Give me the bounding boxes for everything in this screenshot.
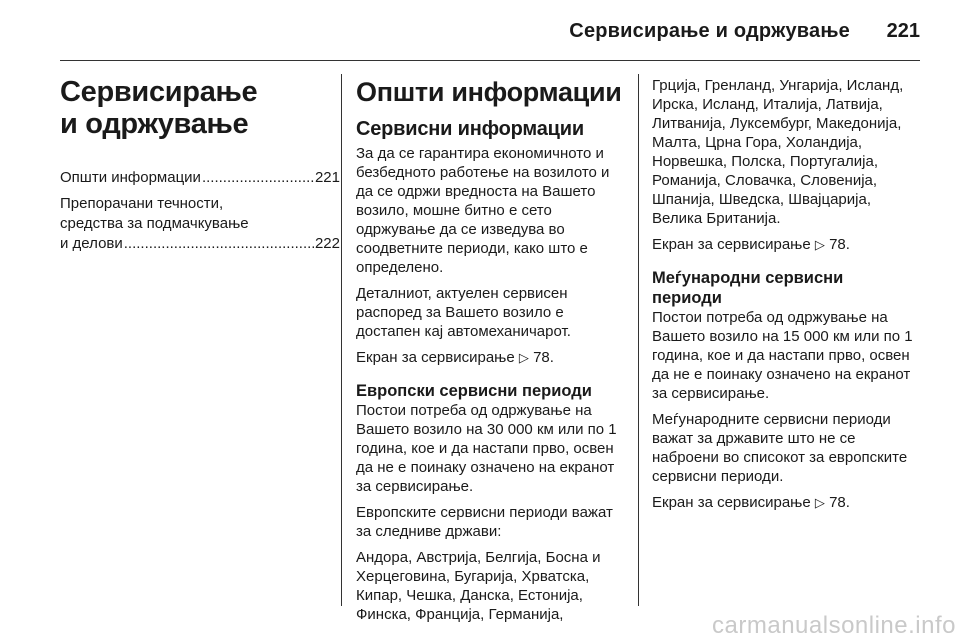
subsection-title <box>652 268 924 308</box>
toc-entry[interactable] <box>60 168 340 188</box>
reference-page: 78. <box>533 349 554 366</box>
watermark: carmanualsonline.info <box>712 612 956 639</box>
paragraph: Европските сервисни периоди важат за следниве држави: <box>356 504 613 540</box>
reference-text: Екран за сервисирање <box>356 349 515 366</box>
header-divider <box>60 60 920 61</box>
reference-text: Екран за сервисирање <box>652 494 811 511</box>
subsection-title-line-2: периоди <box>652 289 722 307</box>
running-title: Сервисирање и одржување <box>569 20 850 42</box>
chapter-title-line-1: Сервисирање <box>60 76 258 108</box>
content-column-3 <box>652 62 924 519</box>
subsection-title-line-1: Меѓународни сервисни <box>652 269 844 287</box>
triangle-right-icon: ▷ <box>814 237 825 252</box>
paragraph: За да се гарантира економичното и безбедното работење на возилото и да се одржи вредноста на Вашето возило, мошне битно е сето одржување да се изведува во соодветните периоди, како што е определено. <box>356 145 610 276</box>
cross-reference[interactable] <box>652 235 924 254</box>
subsection-title: Сервисни информации <box>356 118 584 140</box>
cross-reference[interactable] <box>652 493 924 512</box>
toc-entry-page: 222 <box>314 235 340 252</box>
toc-entry-text: Препорачани течности, <box>60 195 224 212</box>
paragraph: Деталниот, актуелен сервисен распоред за Вашето возило е достапен кај автомеханичарот. <box>356 285 571 340</box>
triangle-right-icon: ▷ <box>518 350 529 365</box>
page-number: 221 <box>886 20 920 42</box>
reference-page: 78. <box>829 236 850 253</box>
toc-entry-page: 221 <box>314 169 340 186</box>
toc-entry-text: Општи информации <box>60 169 201 186</box>
paragraph: Андора, Австрија, Белгија, Босна и Херцеговина, Бугарија, Хрватска, Кипар, Чешка, Данска, Естонија, Финска, Франција, Германија, <box>356 549 601 623</box>
subsection-title: Европски сервисни периоди <box>356 382 592 400</box>
paragraph: Меѓународните сервисни периоди важат за државите што не се наброени во списокот за европските сервисни периоди. <box>652 411 908 485</box>
toc-leader-dots <box>124 234 314 254</box>
reference-text: Екран за сервисирање <box>652 236 811 253</box>
toc-entry[interactable] <box>60 194 340 254</box>
column-divider-2 <box>638 74 639 606</box>
triangle-right-icon: ▷ <box>814 495 825 510</box>
column-divider-1 <box>341 74 342 606</box>
toc-leader-dots <box>202 168 314 188</box>
table-of-contents <box>60 168 340 254</box>
page-header <box>60 14 920 48</box>
chapter-column <box>60 62 340 254</box>
paragraph: Постои потреба од одржување на Вашето возило на 30 000 км или по 1 година, кое и да настапи прво, освен да не е поинаку означено на екранот за сервисирање. <box>356 402 617 495</box>
content-column-2 <box>356 62 628 631</box>
toc-entry-text: и делови <box>60 235 123 252</box>
toc-entry-text: средства за подмачкување <box>60 215 249 232</box>
paragraph: Постои потреба од одржување на Вашето возило на 15 000 км или по 1 година, кое и да настапи прво, освен да не е поинаку означено на екранот за сервисирање. <box>652 309 913 402</box>
cross-reference[interactable] <box>356 348 628 367</box>
chapter-title-line-2: и одржување <box>60 108 249 140</box>
reference-page: 78. <box>829 494 850 511</box>
paragraph: Грција, Гренланд, Унгарија, Исланд, Ирска, Исланд, Италија, Латвија, Литванија, Луксембург, Македонија, Малта, Црна Гора, Холандија, Норвешка, Полска, Португалија, Романија, Словачка, Словенија, Шпанија, Шведска, Швајцарија, Велика Британија. <box>652 77 904 227</box>
section-title: Општи информации <box>356 77 622 107</box>
chapter-title <box>60 76 340 140</box>
